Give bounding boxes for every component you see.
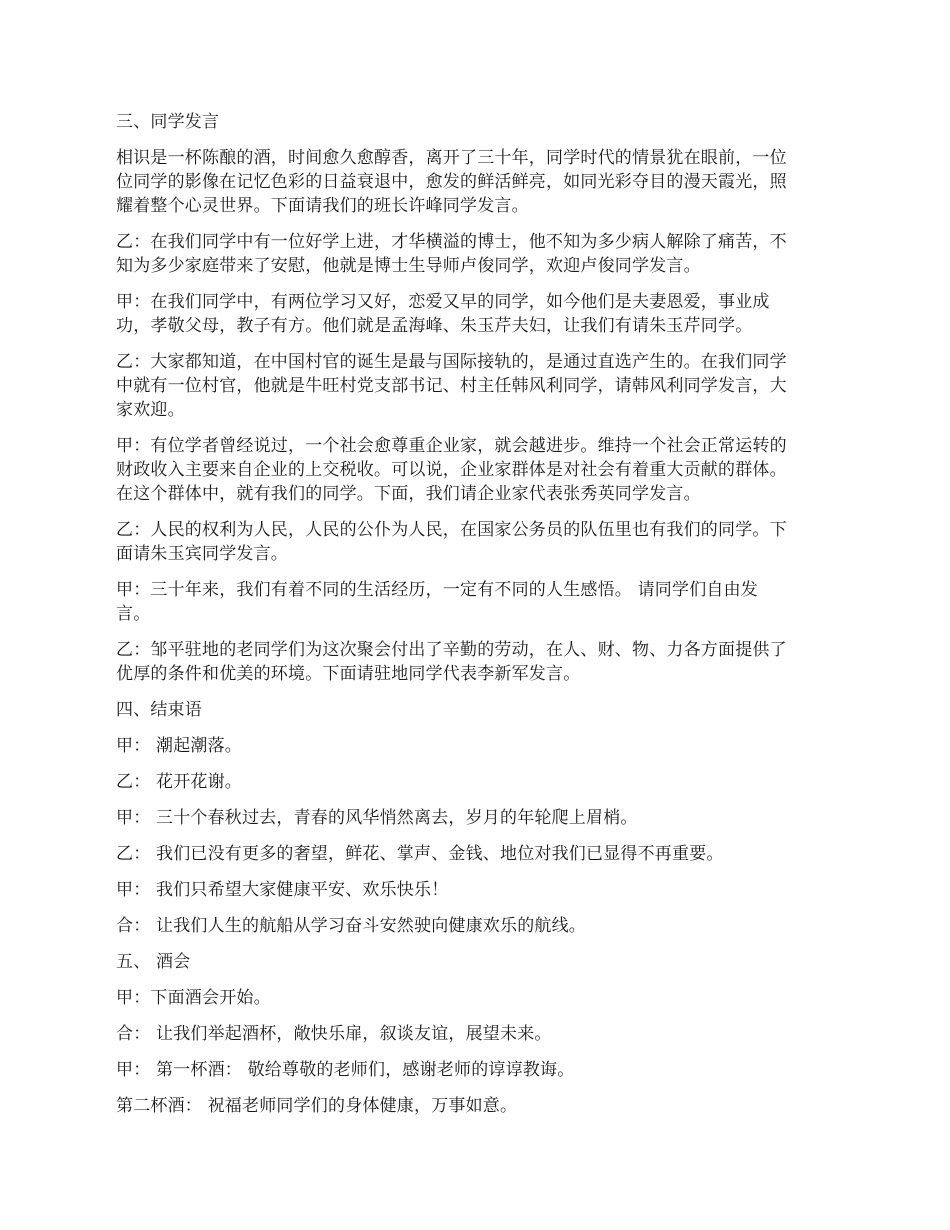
paragraph-line: 中就有一位村官，他就是牛旺村党支部书记、村主任韩风利同学，请韩风利同学发言，大 bbox=[116, 376, 787, 396]
paragraph-line: 合： 让我们人生的航船从学习奋斗安然驶向健康欢乐的航线。 bbox=[116, 916, 587, 936]
paragraph-line: 财政收入主要来自企业的上交税收。可以说，企业家群体是对社会有着重大贡献的群体。 bbox=[116, 460, 787, 480]
section-heading bbox=[116, 110, 842, 134]
section-heading bbox=[116, 950, 842, 974]
paragraph-line: 合： 让我们举起酒杯，敞快乐扉，叙谈友谊，展望未来。 bbox=[116, 1024, 552, 1044]
paragraph bbox=[116, 578, 842, 626]
paragraph-line: 甲： 第一杯酒： 敬给尊敬的老师们，感谢老师的谆谆教诲。 bbox=[116, 1060, 575, 1080]
paragraph bbox=[116, 1058, 842, 1082]
paragraph-line: 家欢迎。 bbox=[116, 400, 185, 420]
paragraph bbox=[116, 986, 842, 1010]
paragraph-line: 甲：在我们同学中，有两位学习又好，恋爱又早的同学，如今他们是夫妻恩爱，事业成 bbox=[116, 292, 770, 312]
paragraph bbox=[116, 638, 842, 686]
paragraph bbox=[116, 230, 842, 278]
paragraph bbox=[116, 842, 842, 866]
paragraph-line: 位同学的影像在记忆色彩的日益衰退中，愈发的鲜活鲜亮，如同光彩夺目的漫天霞光，照 bbox=[116, 172, 787, 192]
paragraph-line: 知为多少家庭带来了安慰，他就是博士生导师卢俊同学，欢迎卢俊同学发言。 bbox=[116, 256, 701, 276]
paragraph-line: 相识是一杯陈酿的酒，时间愈久愈醇香，离开了三十年，同学时代的情景犹在眼前，一位 bbox=[116, 148, 787, 168]
paragraph-line: 言。 bbox=[116, 604, 151, 624]
paragraph-line: 甲： 三十个春秋过去，青春的风华悄然离去，岁月的年轮爬上眉梢。 bbox=[116, 808, 638, 828]
paragraph bbox=[116, 806, 842, 830]
section-heading-text: 四、结束语 bbox=[116, 700, 202, 720]
paragraph-line: 乙：大家都知道，在中国村官的诞生是最与国际接轨的，是通过直选产生的。在我们同学 bbox=[116, 352, 787, 372]
section-heading bbox=[116, 698, 842, 722]
paragraph-line: 优厚的条件和优美的环境。下面请驻地同学代表李新军发言。 bbox=[116, 664, 581, 684]
paragraph-line: 在这个群体中，就有我们的同学。下面，我们请企业家代表张秀英同学发言。 bbox=[116, 484, 701, 504]
paragraph bbox=[116, 1094, 842, 1118]
paragraph bbox=[116, 734, 842, 758]
paragraph bbox=[116, 146, 842, 218]
paragraph bbox=[116, 770, 842, 794]
paragraph-line: 耀着整个心灵世界。下面请我们的班长许峰同学发言。 bbox=[116, 196, 529, 216]
paragraph-line: 第二杯酒： 祝福老师同学们的身体健康，万事如意。 bbox=[116, 1096, 518, 1116]
paragraph-line: 甲：三十年来，我们有着不同的生活经历，一定有不同的人生感悟。 请同学们自由发 bbox=[116, 580, 759, 600]
paragraph-line: 甲：下面酒会开始。 bbox=[116, 988, 271, 1008]
paragraph bbox=[116, 518, 842, 566]
paragraph-line: 功，孝敬父母，教子有方。他们就是孟海峰、朱玉芹夫妇，让我们有请朱玉芹同学。 bbox=[116, 316, 753, 336]
document-body bbox=[116, 110, 842, 1118]
section-heading-text: 五、 酒会 bbox=[116, 952, 191, 972]
paragraph bbox=[116, 914, 842, 938]
paragraph bbox=[116, 1022, 842, 1046]
paragraph-line: 乙： 我们已没有更多的奢望，鲜花、掌声、金钱、地位对我们已显得不再重要。 bbox=[116, 844, 724, 864]
paragraph-line: 乙：人民的权利为人民，人民的公仆为人民，在国家公务员的队伍里也有我们的同学。下 bbox=[116, 520, 787, 540]
paragraph bbox=[116, 434, 842, 506]
paragraph-line: 甲： 我们只希望大家健康平安、欢乐快乐！ bbox=[116, 880, 449, 900]
paragraph bbox=[116, 878, 842, 902]
paragraph-line: 甲： 潮起潮落。 bbox=[116, 736, 243, 756]
paragraph-line: 甲：有位学者曾经说过，一个社会愈尊重企业家，就会越进步。维持一个社会正常运转的 bbox=[116, 436, 787, 456]
paragraph bbox=[116, 350, 842, 422]
section-heading-text: 三、同学发言 bbox=[116, 112, 220, 132]
paragraph bbox=[116, 290, 842, 338]
paragraph-line: 面请朱玉宾同学发言。 bbox=[116, 544, 288, 564]
paragraph-line: 乙： 花开花谢。 bbox=[116, 772, 243, 792]
paragraph-line: 乙：邹平驻地的老同学们为这次聚会付出了辛勤的劳动，在人、财、物、力各方面提供了 bbox=[116, 640, 787, 660]
paragraph-line: 乙：在我们同学中有一位好学上进，才华横溢的博士，他不知为多少病人解除了痛苦，不 bbox=[116, 232, 787, 252]
